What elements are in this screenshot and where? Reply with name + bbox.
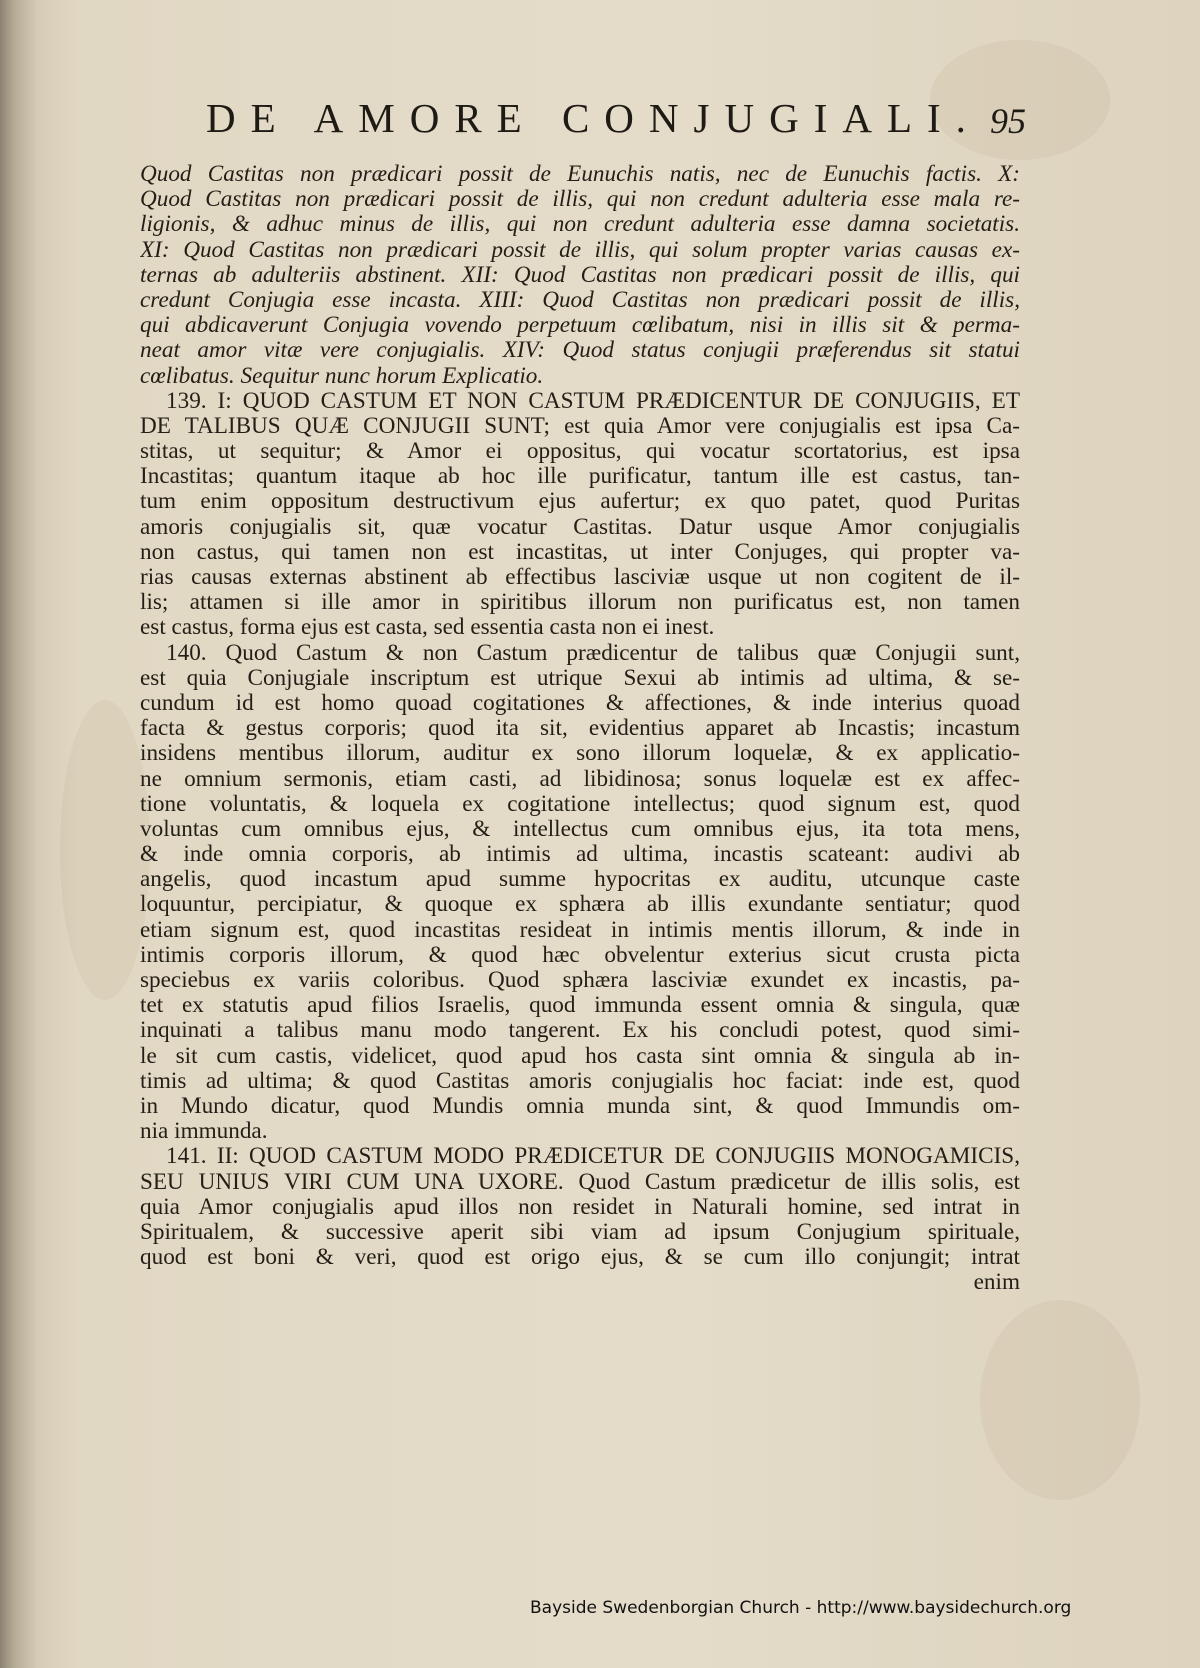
page-number: 95 <box>990 101 1026 141</box>
text-line: & inde omnia corporis, ab intimis ad ultima, incastis scateant: audivi ab <box>140 842 1020 868</box>
text-line: est castus, forma ejus est casta, sed essentia casta non ei inest. <box>140 615 715 641</box>
text-line: credunt Conjugia esse incasta. XIII: Quod Castitas non prædicari possit de illis, <box>140 287 1020 313</box>
text-line: le sit cum castis, videlicet, quod apud hos casta sint omnia & singula ab in- <box>140 1043 1020 1069</box>
text-line: stitas, ut sequitur; & Amor ei oppositus, qui vocatur scortatorius, est ipsa <box>140 439 1020 465</box>
text-line: 141. II: QUOD CASTUM MODO PRÆDICETUR DE CONJUGIIS MONOGAMICIS, <box>166 1144 1020 1170</box>
paper-stain <box>60 700 150 1000</box>
text-line: speciebus ex variis coloribus. Quod sphæra lasciviæ exundet ex incastis, pa- <box>140 968 1020 993</box>
source-watermark: Bayside Swedenborgian Church - http://www.baysidechurch.org <box>530 1598 1072 1618</box>
text-line: nia immunda. <box>140 1119 268 1145</box>
text-line: quod est boni & veri, quod est origo ejus, & se cum illo conjungit; intrat <box>140 1245 1020 1271</box>
text-line: Quod Castitas non prædicari possit de illis, qui non credunt adulteria esse mala re- <box>140 187 1020 213</box>
text-line: inquinati a talibus manu modo tangerent. Ex his concludi potest, quod simi- <box>140 1018 1020 1044</box>
text-line: quia Amor conjugialis apud illos non residet in Naturali homine, sed intrat in <box>140 1194 1020 1220</box>
text-line: 140. Quod Castum & non Castum prædicentur de talibus quæ Conjugii sunt, <box>166 640 1020 666</box>
text-line: tet ex statutis apud filios Israelis, quod immunda essent omnia & singula, quæ <box>140 993 1020 1019</box>
text-line: tione voluntatis, & loquela ex cogitatione intellectus; quod signum est, quod <box>140 791 1020 817</box>
body-text <box>140 162 1020 1295</box>
text-line: Spiritualem, & successive aperit sibi viam ad ipsum Conjugium spirituale, <box>140 1219 1020 1245</box>
text-line: cundum id est homo quoad cogitationes & affectiones, & inde interius quoad <box>140 690 1020 716</box>
text-line: etiam signum est, quod incastitas resideat in intimis mentis illorum, & inde in <box>140 917 1020 943</box>
text-line: DE TALIBUS QUÆ CONJUGII SUNT; est quia Amor vere conjugialis est ipsa Ca- <box>140 413 1020 439</box>
text-line: cœlibatus. Sequitur nunc horum Explicatio. <box>140 363 544 389</box>
text-line: qui abdicaverunt Conjugia vovendo perpetuum cœlibatum, nisi in illis sit & perma- <box>140 313 1020 339</box>
text-line: timis ad ultima; & quod Castitas amoris conjugialis hoc faciat: inde est, quod <box>140 1068 1020 1094</box>
text-line: amoris conjugialis sit, quæ vocatur Castitas. Datur usque Amor conjugialis <box>140 514 1020 540</box>
page-title: DE AMORE CONJUGIALI. <box>206 95 981 141</box>
running-head <box>206 94 1066 144</box>
text-line: insidens mentibus illorum, auditur ex sono illorum loquelæ, & ex applicatio- <box>140 741 1020 767</box>
text-line: XI: Quod Castitas non prædicari possit de illis, qui solum propter varias causas ex- <box>140 237 1020 263</box>
text-line: voluntas cum omnibus ejus, & intellectus cum omnibus ejus, ita tota mens, <box>140 816 1020 842</box>
text-line: ne omnium sermonis, etiam casti, ad libidinosa; sonus loquelæ est ex affec- <box>140 766 1020 792</box>
text-line: ternas ab adulteriis abstinent. XII: Quod Castitas non prædicari possit de illis, qui <box>140 262 1020 288</box>
text-line: tum enim oppositum destructivum ejus aufertur; ex quo patet, quod Puritas <box>140 489 1020 515</box>
text-line: ligionis, & adhuc minus de illis, qui non credunt adulteria esse damna societatis. <box>140 212 1020 238</box>
text-line: angelis, quod incastum apud summe hypocritas ex auditu, utcunque caste <box>140 867 1020 893</box>
text-line: neat amor vitæ vere conjugialis. XIV: Quod status conjugii præferendus sit statui <box>140 338 1020 364</box>
text-line: Quod Castitas non prædicari possit de Eunuchis natis, nec de Eunuchis factis. X: <box>140 162 1020 187</box>
text-line: SEU UNIUS VIRI CUM UNA UXORE. Quod Castum prædicetur de illis solis, est <box>140 1169 1020 1195</box>
text-line: rias causas externas abstinent ab effectibus lasciviæ usque ut non cogitent de il- <box>140 565 1020 590</box>
text-line: in Mundo dicatur, quod Mundis omnia munda sint, & quod Immundis om- <box>140 1093 1020 1119</box>
text-line: 139. I: QUOD CASTUM ET NON CASTUM PRÆDICENTUR DE CONJUGIIS, ET <box>166 388 1020 414</box>
text-line: facta & gestus corporis; quod ita sit, evidentius apparet ab Incastis; incastum <box>140 716 1020 742</box>
text-line: non castus, qui tamen non est incastitas, ut inter Conjuges, qui propter va- <box>140 539 1020 565</box>
text-line: lis; attamen si ille amor in spiritibus illorum non purificatus est, non tamen <box>140 590 1020 616</box>
paper-stain <box>980 1300 1140 1500</box>
text-line: loquuntur, percipiatur, & quoque ex sphæra ab illis exundante sentiatur; quod <box>140 892 1020 918</box>
text-line: enim <box>973 1270 1020 1296</box>
text-line: est quia Conjugiale inscriptum est utrique Sexui ab intimis ad ultima, & se- <box>140 665 1020 691</box>
text-line: intimis corporis illorum, & quod hæc obvelentur exterius sicut crusta picta <box>140 942 1020 968</box>
text-line: Incastitas; quantum itaque ab hoc ille purificatur, tantum ille est castus, tan- <box>140 464 1020 490</box>
